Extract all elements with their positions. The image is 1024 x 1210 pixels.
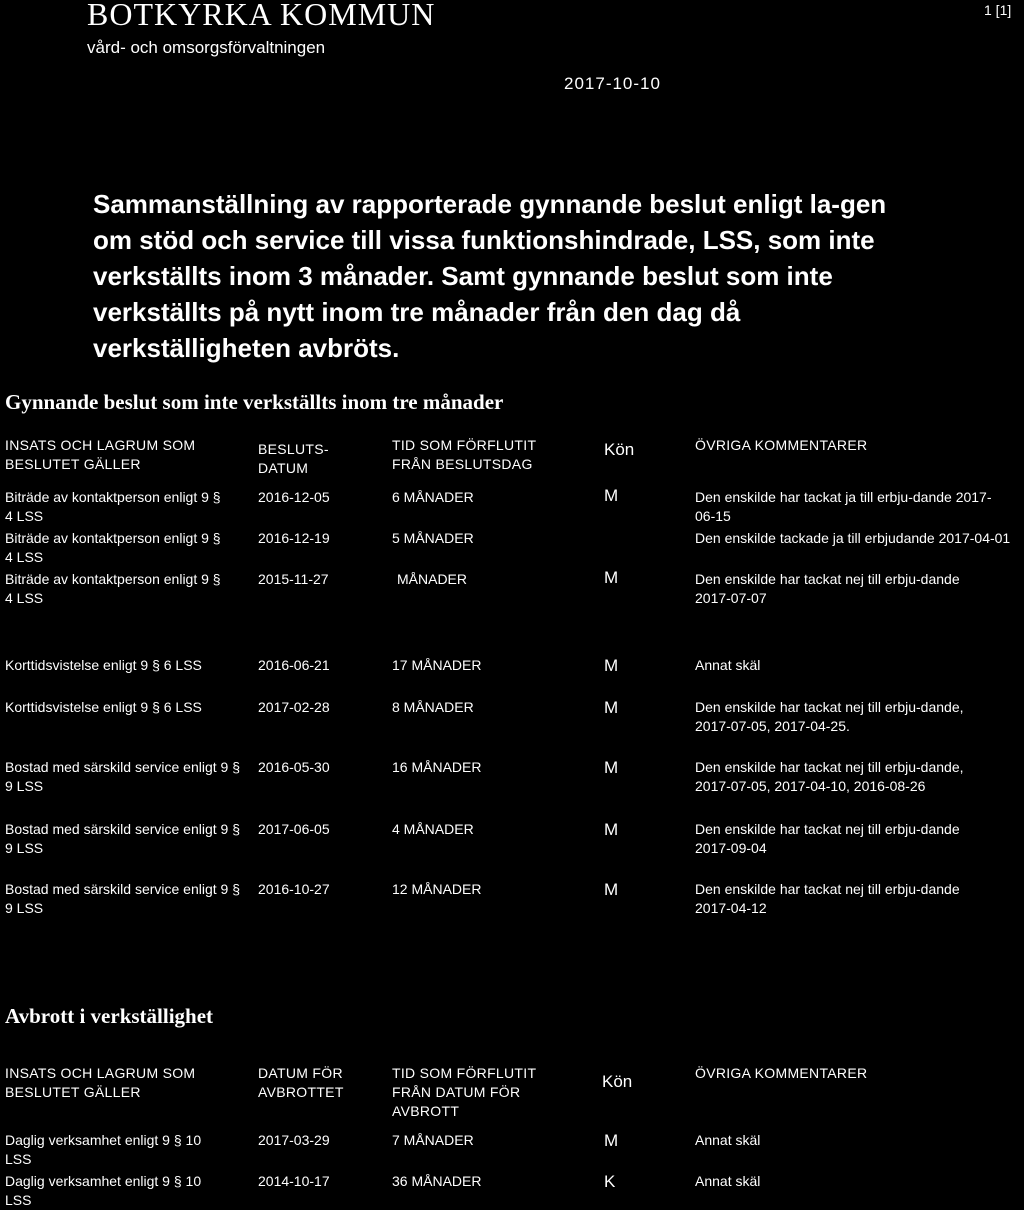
table-cell-datum: 2016-06-21 bbox=[258, 657, 330, 673]
table-cell-insats: Korttidsvistelse enligt 9 § 6 LSS bbox=[5, 657, 202, 673]
column-header-avbrottsdatum: DATUM FÖR AVBROTTET bbox=[258, 1065, 344, 1100]
column-header-beslutsdatum: BESLUTS-DATUM bbox=[258, 441, 329, 476]
table-cell-kon: M bbox=[604, 486, 619, 505]
column-header-kon: Kön bbox=[602, 1072, 633, 1091]
organization-name: BOTKYRKA KOMMUN bbox=[87, 0, 436, 32]
table-cell-kon: M bbox=[604, 568, 619, 587]
table-cell-insats: Bostad med särskild service enligt 9 § 9 LSS bbox=[5, 821, 240, 856]
table-cell-kon: M bbox=[604, 698, 619, 717]
table-cell-insats: Bostad med särskild service enligt 9 § 9 LSS bbox=[5, 881, 240, 916]
table-cell-kon: M bbox=[604, 656, 619, 675]
table-cell-kommentar: Den enskilde har tackat nej till erbju-dande 2017-04-12 bbox=[695, 881, 960, 916]
column-header-kommentarer: ÖVRIGA KOMMENTARER bbox=[695, 1065, 868, 1081]
table-cell-datum: 2016-12-19 bbox=[258, 530, 330, 546]
table-cell-kommentar: Annat skäl bbox=[695, 1132, 761, 1148]
table-cell-datum: 2017-02-28 bbox=[258, 699, 330, 715]
table-cell-insats: Daglig verksamhet enligt 9 § 10 LSS bbox=[5, 1173, 202, 1208]
column-header-tid: TID SOM FÖRFLUTIT FRÅN DATUM FÖR AVBROTT bbox=[392, 1065, 537, 1119]
section-heading-not-executed: Gynnande beslut som inte verkställts inom tre månader bbox=[5, 390, 504, 414]
table-cell-kommentar: Den enskilde tackade ja till erbjudande 2017-04-01 bbox=[695, 530, 1011, 546]
table-cell-tid: 12 MÅNADER bbox=[392, 881, 482, 897]
column-header-insats: INSATS OCH LAGRUM SOM BESLUTET GÄLLER bbox=[5, 437, 196, 472]
document-title: Sammanställning av rapporterade gynnande beslut enligt la-gen om stöd och service till vissa funktionshindrade, LSS, som inte verkställts inom 3 månader. Samt gynnande beslut som inte verkställts på nytt inom tre månader från den dag då verkställigheten avbröts. bbox=[93, 189, 887, 363]
table-cell-datum: 2014-10-17 bbox=[258, 1173, 330, 1189]
table-cell-tid: 4 MÅNADER bbox=[392, 821, 474, 837]
department-name: vård- och omsorgsförvaltningen bbox=[87, 38, 326, 57]
table-cell-kon: M bbox=[604, 1131, 619, 1150]
table-cell-insats: Biträde av kontaktperson enligt 9 § 4 LSS bbox=[5, 489, 221, 524]
table-cell-datum: 2016-05-30 bbox=[258, 759, 330, 775]
column-header-kommentarer: ÖVRIGA KOMMENTARER bbox=[695, 437, 868, 453]
table-cell-kommentar: Den enskilde har tackat nej till erbju-dande, 2017-07-05, 2017-04-25. bbox=[695, 699, 964, 734]
column-header-tid: TID SOM FÖRFLUTIT FRÅN BESLUTSDAG bbox=[392, 437, 537, 472]
document-date: 2017-10-10 bbox=[564, 74, 661, 93]
table-cell-kommentar: Den enskilde har tackat nej till erbju-dande 2017-09-04 bbox=[695, 821, 960, 856]
table-cell-kommentar: Den enskilde har tackat nej till erbju-dande, 2017-07-05, 2017-04-10, 2016-08-26 bbox=[695, 759, 964, 794]
page-number: 1 [1] bbox=[984, 2, 1012, 18]
table-cell-tid: 6 MÅNADER bbox=[392, 489, 474, 505]
table-cell-kommentar: Annat skäl bbox=[695, 657, 761, 673]
table-cell-kon: K bbox=[604, 1172, 616, 1191]
table-cell-tid: 5 MÅNADER bbox=[392, 530, 474, 546]
table-cell-insats: Daglig verksamhet enligt 9 § 10 LSS bbox=[5, 1132, 202, 1167]
table-cell-datum: 2015-11-27 bbox=[258, 571, 329, 587]
table-cell-datum: 2016-10-27 bbox=[258, 881, 330, 897]
table-cell-kommentar: Den enskilde har tackat ja till erbju-dande 2017-06-15 bbox=[695, 489, 992, 524]
table-cell-datum: 2016-12-05 bbox=[258, 489, 330, 505]
table-cell-datum: 2017-03-29 bbox=[258, 1132, 330, 1148]
table-cell-insats: Biträde av kontaktperson enligt 9 § 4 LSS bbox=[5, 571, 221, 606]
table-cell-tid: MÅNADER bbox=[397, 571, 468, 587]
table-cell-kon: M bbox=[604, 820, 619, 839]
column-header-kon: Kön bbox=[604, 440, 635, 459]
table-cell-insats: Bostad med särskild service enligt 9 § 9 LSS bbox=[5, 759, 240, 794]
column-header-insats: INSATS OCH LAGRUM SOM BESLUTET GÄLLER bbox=[5, 1065, 196, 1100]
table-cell-insats: Korttidsvistelse enligt 9 § 6 LSS bbox=[5, 699, 202, 715]
table-cell-kon: M bbox=[604, 880, 619, 899]
table-cell-kon: M bbox=[604, 758, 619, 777]
table-cell-tid: 7 MÅNADER bbox=[392, 1132, 474, 1148]
table-cell-kommentar: Annat skäl bbox=[695, 1173, 761, 1189]
section-heading-interruption: Avbrott i verkställighet bbox=[5, 1004, 214, 1028]
table-cell-tid: 16 MÅNADER bbox=[392, 759, 482, 775]
table-cell-datum: 2017-06-05 bbox=[258, 821, 330, 837]
table-cell-kommentar: Den enskilde har tackat nej till erbju-dande 2017-07-07 bbox=[695, 571, 960, 606]
table-cell-tid: 17 MÅNADER bbox=[392, 657, 482, 673]
table-cell-insats: Biträde av kontaktperson enligt 9 § 4 LSS bbox=[5, 530, 221, 565]
table-cell-tid: 36 MÅNADER bbox=[392, 1173, 482, 1189]
table-cell-tid: 8 MÅNADER bbox=[392, 699, 474, 715]
